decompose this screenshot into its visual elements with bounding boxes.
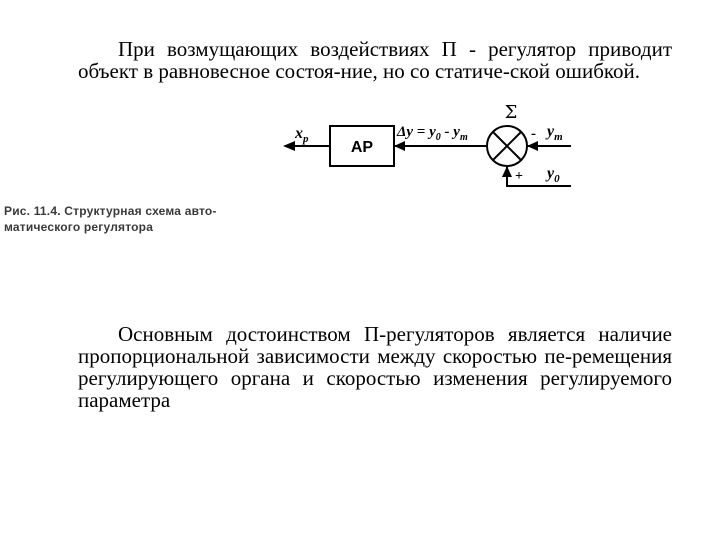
setpoint-label: $y_0$ <box>547 165 560 185</box>
paragraph-2: Основным достоинством П-регуляторов является наличие пропорциональной зависимости между скоростью пе-ремещения регулирующего органа и скоростью изменения регулируемого параметра <box>78 322 672 412</box>
caption-line-2: матического регулятора <box>4 220 154 234</box>
feedback-arrowhead <box>527 141 538 151</box>
output-label: $x_р$ <box>295 125 309 145</box>
error-arrowhead <box>394 141 405 151</box>
caption-line-1: Рис. 11.4. Структурная схема авто- <box>4 204 217 218</box>
sum-symbol: Σ <box>504 102 518 123</box>
setpoint-arrowhead <box>502 166 512 177</box>
output-arrowhead <box>283 141 295 151</box>
plus-sign: + <box>515 169 523 184</box>
block-diagram <box>275 98 575 198</box>
feedback-label: $y_т$ <box>547 123 563 143</box>
figure-caption <box>4 203 274 235</box>
regulator-label: АР <box>350 139 374 156</box>
error-label: $\Delta y = y_0 - y_т$ <box>397 124 468 143</box>
paragraph-1: При возмущающих воздействиях П - регулятор приводит объект в равновесное состоя-ние, но со статиче-ской ошибкой. <box>78 37 672 83</box>
minus-sign: - <box>531 126 536 142</box>
